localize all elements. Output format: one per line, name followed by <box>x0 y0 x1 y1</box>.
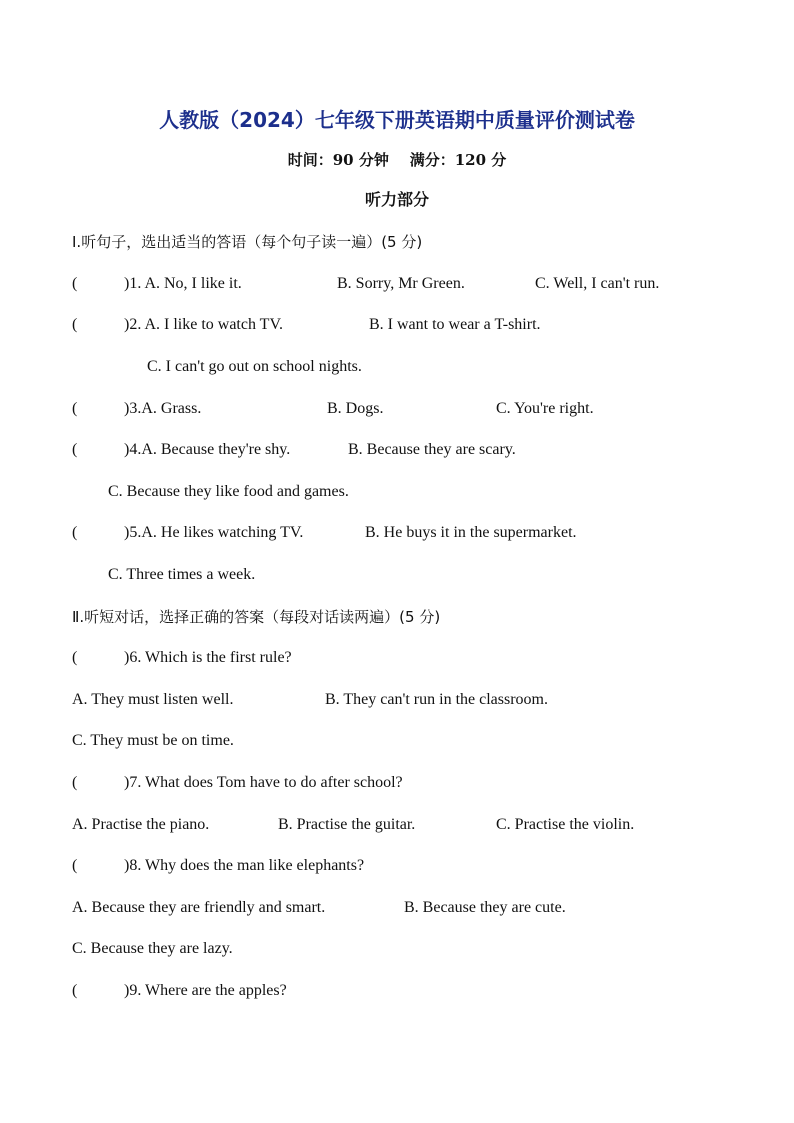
q7-option-c: C. Practise the violin. <box>496 816 635 833</box>
section1-heading: I.听句子，选出适当的答语（每个句子读一遍）(5 分) <box>72 233 423 251</box>
q1-option-a: )1. A. No, I like it. <box>124 275 242 292</box>
q2-option-a: )2. A. I like to watch TV. <box>124 316 283 333</box>
answer-paren[interactable]: ( <box>72 649 78 666</box>
q7-option-b: B. Practise the guitar. <box>278 816 416 833</box>
q6-stem: )6. Which is the first rule? <box>124 649 292 666</box>
q4-option-c: C. Because they like food and games. <box>108 483 349 500</box>
q6-option-c: C. They must be on time. <box>72 732 234 749</box>
q3-option-b: B. Dogs. <box>327 400 384 417</box>
q6-option-a: A. They must listen well. <box>72 691 234 708</box>
q5-option-a: )5.A. He likes watching TV. <box>124 524 304 541</box>
q2-option-b: B. I want to wear a T-shirt. <box>369 316 541 333</box>
q8-option-a: A. Because they are friendly and smart. <box>72 899 326 916</box>
q6-option-b: B. They can't run in the classroom. <box>325 691 548 708</box>
answer-paren[interactable]: ( <box>72 982 78 999</box>
q7-option-a: A. Practise the piano. <box>72 816 210 833</box>
q8-stem: )8. Why does the man like elephants? <box>124 857 365 874</box>
q1-option-c: C. Well, I can't run. <box>535 275 660 292</box>
score-label: 满分：120 分 <box>409 151 507 169</box>
time-label: 时间：90 分钟 <box>287 151 389 169</box>
exam-title: 人教版（2024）七年级下册英语期中质量评价测试卷 <box>159 108 635 132</box>
q9-stem: )9. Where are the apples? <box>124 982 287 999</box>
answer-paren[interactable]: ( <box>72 857 78 874</box>
answer-paren[interactable]: ( <box>72 524 78 541</box>
q8-option-b: B. Because they are cute. <box>404 899 566 916</box>
q3-option-c: C. You're right. <box>496 400 594 417</box>
q8-option-c: C. Because they are lazy. <box>72 940 233 957</box>
q1-option-b: B. Sorry, Mr Green. <box>337 275 465 292</box>
q5-option-c: C. Three times a week. <box>108 566 256 583</box>
q3-option-a: )3.A. Grass. <box>124 400 202 417</box>
q5-option-b: B. He buys it in the supermarket. <box>365 524 577 541</box>
answer-paren[interactable]: ( <box>72 316 78 333</box>
section2-heading: Ⅱ.听短对话，选择正确的答案（每段对话读两遍）(5 分) <box>72 608 441 626</box>
answer-paren[interactable]: ( <box>72 400 78 417</box>
q4-option-b: B. Because they are scary. <box>348 441 516 458</box>
part-heading: 听力部分 <box>364 190 429 209</box>
answer-paren[interactable]: ( <box>72 774 78 791</box>
q4-option-a: )4.A. Because they're shy. <box>124 441 291 458</box>
q2-option-c: C. I can't go out on school nights. <box>147 358 362 375</box>
answer-paren[interactable]: ( <box>72 275 78 292</box>
q7-stem: )7. What does Tom have to do after school? <box>124 774 403 791</box>
answer-paren[interactable]: ( <box>72 441 78 458</box>
exam-meta <box>0 150 794 170</box>
